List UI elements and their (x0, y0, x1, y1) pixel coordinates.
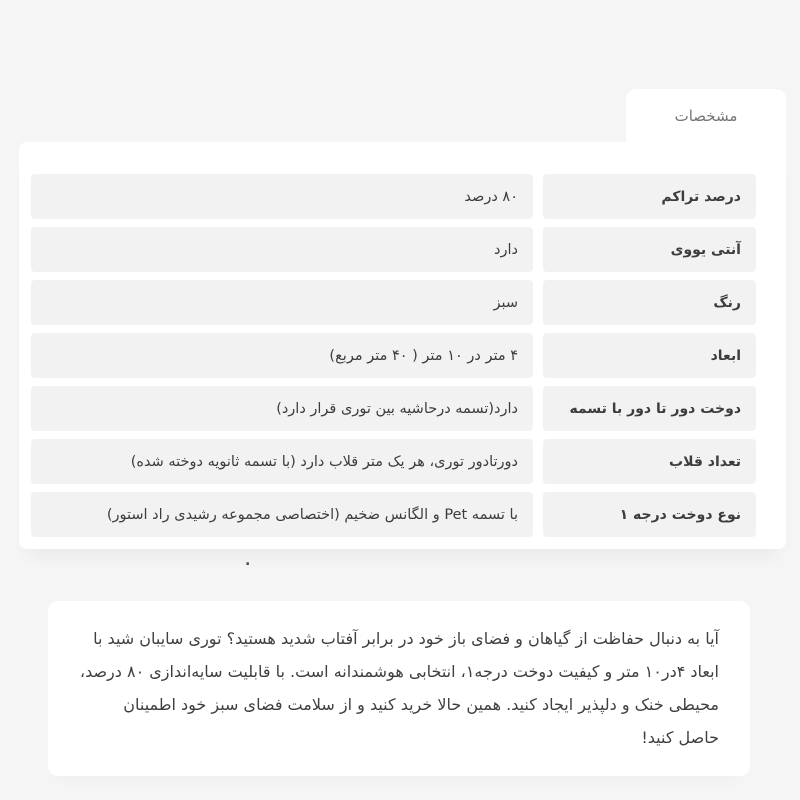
spec-label: دوخت دور تا دور با تسمه (543, 386, 756, 431)
spec-row (31, 227, 756, 272)
spec-value: ۴ متر در ۱۰ متر ( ۴۰ متر مربع) (31, 333, 533, 378)
spec-table (31, 174, 756, 537)
spec-row (31, 492, 756, 537)
spec-label: ابعاد (543, 333, 756, 378)
spec-row (31, 333, 756, 378)
spec-label: نوع دوخت درجه ۱ (543, 492, 756, 537)
spec-value: با تسمه Pet و الگانس ضخیم (اختصاصی مجموعه رشیدی راد استور) (31, 492, 533, 537)
tab-specifications[interactable] (626, 89, 786, 142)
tab-specifications-label: مشخصات (674, 106, 738, 125)
spec-label: آنتی یووی (543, 227, 756, 272)
stray-dot: . (245, 553, 251, 569)
spec-row (31, 280, 756, 325)
specifications-card (19, 142, 786, 549)
spec-row (31, 386, 756, 431)
product-description-text: آیا به دنبال حفاظت از گیاهان و فضای باز خود در برابر آفتاب شدید هستید؟ توری سایبان شید با ابعاد ۴در۱۰ متر و کیفیت دوخت درجه۱، انتخابی هوشمندانه است. با قابلیت سایه‌اندازی ۸۰ درصد، محیطی خنک و دلپذیر ایجاد کنید. همین حالا خرید کنید و از سلامت فضای سبز خود اطمینان حاصل کنید! (79, 629, 719, 747)
spec-label: درصد تراکم (543, 174, 756, 219)
spec-value: دارد (31, 227, 533, 272)
spec-value: سبز (31, 280, 533, 325)
spec-value: ۸۰ درصد (31, 174, 533, 219)
description-card (48, 601, 750, 776)
spec-value: دورتادور توری، هر یک متر قلاب دارد (با تسمه ثانویه دوخته شده) (31, 439, 533, 484)
spec-row (31, 174, 756, 219)
spec-label: تعداد قلاب (543, 439, 756, 484)
spec-value: دارد(تسمه درحاشیه بین توری قرار دارد) (31, 386, 533, 431)
spec-row (31, 439, 756, 484)
spec-label: رنگ (543, 280, 756, 325)
